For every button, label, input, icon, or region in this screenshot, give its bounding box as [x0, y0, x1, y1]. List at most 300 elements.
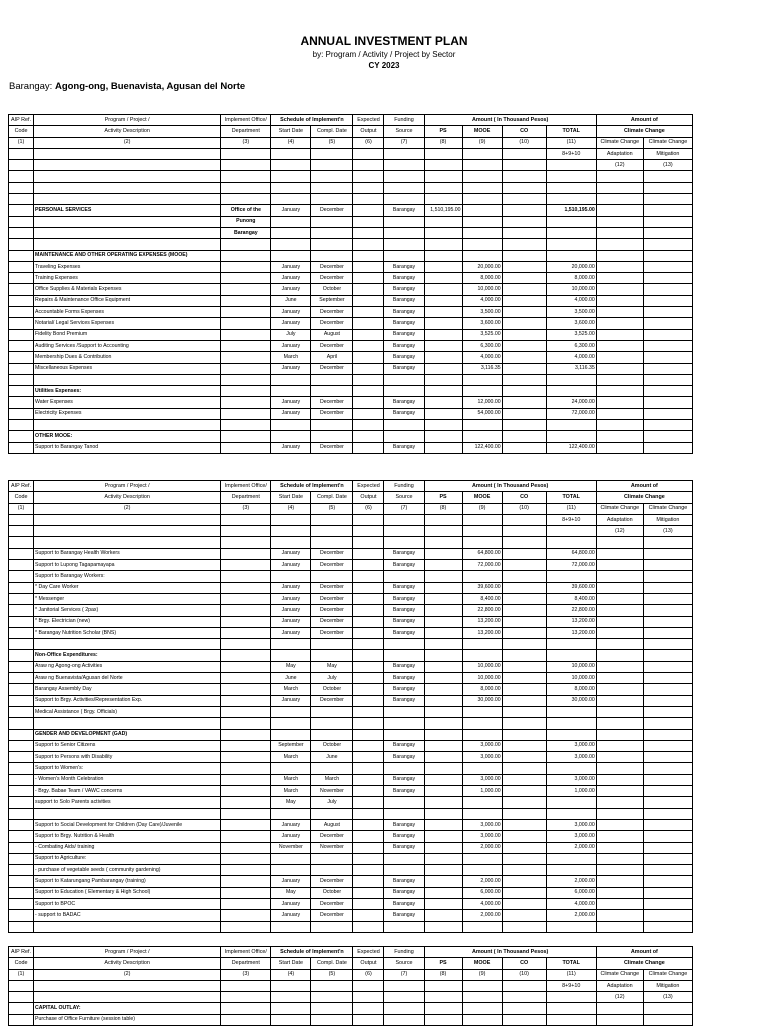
- table-cell: [643, 786, 692, 797]
- table-cell: [643, 205, 692, 216]
- table-cell: [502, 819, 546, 830]
- table-cell: [546, 808, 596, 819]
- table-cell: [502, 616, 546, 627]
- table-cell: [353, 261, 384, 272]
- table-cell: [221, 548, 271, 559]
- funding-source: [384, 763, 424, 774]
- table-cell: [643, 605, 692, 616]
- start-date: January: [271, 616, 311, 627]
- completion-date: [311, 571, 353, 582]
- table-cell: [221, 374, 271, 385]
- section-label: Non-Office Expenditures:: [34, 650, 221, 661]
- funding-source: Barangay: [384, 318, 424, 329]
- col-number: (10): [502, 137, 546, 148]
- table-cell: [502, 980, 546, 991]
- table-cell: [221, 910, 271, 921]
- table-cell: [424, 980, 462, 991]
- table-row: [9, 684, 693, 695]
- table-cell: [596, 831, 643, 842]
- col-number: (3): [221, 969, 271, 980]
- table-cell: [271, 1003, 311, 1014]
- table-cell: [221, 295, 271, 306]
- table-cell: [424, 160, 462, 171]
- table-cell: [596, 695, 643, 706]
- completion-date: August: [311, 819, 353, 830]
- funding-source: Barangay: [384, 295, 424, 306]
- table-cell: [353, 774, 384, 785]
- header-row: [9, 526, 693, 537]
- table-cell: [353, 295, 384, 306]
- table-cell: [353, 684, 384, 695]
- table-cell: [502, 593, 546, 604]
- table-cell: [311, 639, 353, 650]
- table-cell: [9, 431, 34, 442]
- total-amount: 3,116.35: [546, 363, 596, 374]
- table-cell: [596, 898, 643, 909]
- table-cell: [502, 752, 546, 763]
- table-cell: [462, 639, 502, 650]
- table-cell: [353, 273, 384, 284]
- table-cell: [424, 898, 462, 909]
- funding-source: Barangay: [384, 819, 424, 830]
- start-date: January: [271, 876, 311, 887]
- table-cell: [311, 420, 353, 431]
- table-cell: [546, 420, 596, 431]
- mitigation-label: Mitigation: [643, 980, 692, 991]
- table-row: [9, 819, 693, 830]
- table-cell: [596, 397, 643, 408]
- table-cell: [424, 718, 462, 729]
- header-row: [9, 126, 693, 137]
- activity-description: - support to BADAC: [34, 910, 221, 921]
- table-cell: [462, 921, 502, 932]
- col-header-compl: Compl. Date: [311, 492, 353, 503]
- adaptation-label: Adaptation: [596, 514, 643, 525]
- table-cell: [9, 205, 34, 216]
- table-cell: [643, 887, 692, 898]
- table-cell: [502, 363, 546, 374]
- table-cell: [9, 639, 34, 650]
- mooe-amount: 3,000.00: [462, 831, 502, 842]
- table-cell: [596, 582, 643, 593]
- table-cell: [221, 831, 271, 842]
- table-cell: [424, 763, 462, 774]
- table-cell: [502, 729, 546, 740]
- table-cell: [502, 865, 546, 876]
- table-cell: [643, 442, 692, 453]
- total-amount: 13,200.00: [546, 627, 596, 638]
- col-header-start: Start Date: [271, 126, 311, 137]
- table-cell: [424, 819, 462, 830]
- table-cell: [424, 831, 462, 842]
- section-label: PERSONAL SERVICES: [34, 205, 221, 216]
- activity-description: Support to Brgy. Nutrition & Health: [34, 831, 221, 842]
- col-header-mooe: MOOE: [462, 958, 502, 969]
- blank-row: [9, 182, 693, 193]
- table-cell: [34, 160, 221, 171]
- table-row: [9, 853, 693, 864]
- table-cell: [502, 887, 546, 898]
- table-cell: [502, 786, 546, 797]
- completion-date: December: [311, 442, 353, 453]
- col-header-activity: Activity Description: [34, 492, 221, 503]
- activity-description: * Janitorial Services ( 2pax): [34, 605, 221, 616]
- table-cell: [596, 842, 643, 853]
- total-amount: [546, 571, 596, 582]
- col-number: (13): [643, 160, 692, 171]
- table-cell: [221, 148, 271, 159]
- table-cell: [643, 227, 692, 238]
- table-cell: [353, 661, 384, 672]
- table-cell: [596, 853, 643, 864]
- activity-description: Purchase of Office Furniture (session table): [34, 1014, 221, 1025]
- total-amount: 122,400.00: [546, 442, 596, 453]
- funding-source: [384, 571, 424, 582]
- table-cell: [384, 250, 424, 261]
- start-date: May: [271, 797, 311, 808]
- table-cell: [221, 593, 271, 604]
- table-cell: [9, 831, 34, 842]
- activity-description: Electricity Expenses: [34, 408, 221, 419]
- table-cell: [424, 673, 462, 684]
- table-cell: [643, 831, 692, 842]
- activity-description: - Brgy. Babae Team / VAWC concerns: [34, 786, 221, 797]
- table-cell: [221, 808, 271, 819]
- table-cell: [221, 706, 271, 717]
- table-cell: [424, 182, 462, 193]
- table-cell: [353, 695, 384, 706]
- table-cell: [502, 661, 546, 672]
- table-cell: [643, 673, 692, 684]
- table-cell: [9, 160, 34, 171]
- col-number: (4): [271, 137, 311, 148]
- table-cell: [221, 661, 271, 672]
- table-cell: [9, 420, 34, 431]
- mooe-amount: 3,600.00: [462, 318, 502, 329]
- table-cell: [424, 420, 462, 431]
- table-cell: [384, 729, 424, 740]
- start-date: January: [271, 284, 311, 295]
- table-cell: [502, 194, 546, 205]
- total-amount: 8,400.00: [546, 593, 596, 604]
- col-header-code: Code: [9, 958, 34, 969]
- table-cell: [502, 740, 546, 751]
- activity-description: Araw ng Agong-ong Activities: [34, 661, 221, 672]
- table-cell: [9, 774, 34, 785]
- header-row: [9, 980, 693, 991]
- col-header-source: Source: [384, 492, 424, 503]
- col-header-aip-ref: AIP Ref.: [9, 481, 34, 492]
- table-cell: [221, 352, 271, 363]
- table-cell: [424, 273, 462, 284]
- col-number: (8): [424, 969, 462, 980]
- mooe-amount: 3,000.00: [462, 774, 502, 785]
- table-cell: [353, 627, 384, 638]
- table-cell: [221, 729, 271, 740]
- total-amount: 2,000.00: [546, 876, 596, 887]
- table-cell: [311, 980, 353, 991]
- table-cell: [353, 182, 384, 193]
- table-cell: [643, 921, 692, 932]
- table-cell: [502, 797, 546, 808]
- table-cell: [311, 431, 353, 442]
- table-cell: [546, 537, 596, 548]
- total-formula: 8+9+10: [546, 514, 596, 525]
- table-cell: [596, 786, 643, 797]
- table-cell: [502, 808, 546, 819]
- table-cell: [502, 340, 546, 351]
- table-cell: [311, 182, 353, 193]
- table-cell: [424, 548, 462, 559]
- funding-source: Barangay: [384, 673, 424, 684]
- funding-source: Barangay: [384, 842, 424, 853]
- table-cell: [643, 582, 692, 593]
- table-cell: [596, 340, 643, 351]
- mooe-amount: 122,400.00: [462, 442, 502, 453]
- table-cell: [271, 526, 311, 537]
- table-cell: [424, 887, 462, 898]
- table-cell: [221, 329, 271, 340]
- table-cell: [353, 307, 384, 318]
- table-cell: [9, 763, 34, 774]
- table-cell: [353, 740, 384, 751]
- table-cell: [384, 386, 424, 397]
- start-date: November: [271, 842, 311, 853]
- table-cell: [353, 171, 384, 182]
- col-header-mooe: MOOE: [462, 126, 502, 137]
- col-number: (12): [596, 992, 643, 1003]
- funding-source: Barangay: [384, 273, 424, 284]
- table-row: [9, 571, 693, 582]
- table-cell: [643, 1003, 692, 1014]
- funding-source: Barangay: [384, 261, 424, 272]
- table-cell: [462, 729, 502, 740]
- mooe-amount: [462, 706, 502, 717]
- table-cell: [271, 386, 311, 397]
- table-cell: [424, 593, 462, 604]
- table-cell: [596, 374, 643, 385]
- table-cell: [353, 797, 384, 808]
- completion-date: March: [311, 774, 353, 785]
- completion-date: [311, 865, 353, 876]
- section-row: [9, 650, 693, 661]
- table-cell: [353, 1003, 384, 1014]
- col-number: (5): [311, 969, 353, 980]
- table-cell: [353, 582, 384, 593]
- table-row: [9, 295, 693, 306]
- col-number: (4): [271, 969, 311, 980]
- table-cell: [424, 386, 462, 397]
- table-cell: [596, 865, 643, 876]
- table-cell: [462, 526, 502, 537]
- personal-services-row: [9, 205, 693, 216]
- table-cell: [424, 992, 462, 1003]
- table-cell: [502, 684, 546, 695]
- table-row: [9, 887, 693, 898]
- table-row: [9, 706, 693, 717]
- col-header-office: Implement Office/: [221, 115, 271, 126]
- total-amount: 72,000.00: [546, 560, 596, 571]
- funding-source: Barangay: [384, 397, 424, 408]
- mooe-amount: 13,200.00: [462, 627, 502, 638]
- table-cell: [9, 148, 34, 159]
- completion-date: December: [311, 695, 353, 706]
- table-cell: [9, 740, 34, 751]
- table-cell: [546, 921, 596, 932]
- header-row: [9, 148, 693, 159]
- mooe-amount: 6,000.00: [462, 887, 502, 898]
- table-cell: [311, 227, 353, 238]
- table-cell: [353, 842, 384, 853]
- table-cell: [221, 284, 271, 295]
- table-cell: [643, 548, 692, 559]
- col-number: (1): [9, 137, 34, 148]
- table-cell: [596, 548, 643, 559]
- table-cell: [353, 408, 384, 419]
- col-header-activity: Activity Description: [34, 958, 221, 969]
- table-cell: [643, 431, 692, 442]
- activity-description: Accountable Forms Expenses: [34, 307, 221, 318]
- table-row: [9, 752, 693, 763]
- table-cell: [424, 442, 462, 453]
- table-cell: [9, 352, 34, 363]
- table-cell: [502, 582, 546, 593]
- funding-source: Barangay: [384, 752, 424, 763]
- table-cell: [311, 194, 353, 205]
- mooe-amount: 3,116.35: [462, 363, 502, 374]
- col-header-activity: Activity Description: [34, 126, 221, 137]
- table-cell: [502, 831, 546, 842]
- total-amount: 72,000.00: [546, 408, 596, 419]
- table-cell: [596, 560, 643, 571]
- table-cell: [462, 239, 502, 250]
- table-cell: [546, 431, 596, 442]
- barangay-name: Agong-ong, Buenavista, Agusan del Norte: [54, 81, 246, 92]
- total-amount: 64,800.00: [546, 548, 596, 559]
- mooe-amount: 4,000.00: [462, 352, 502, 363]
- table-cell: [34, 239, 221, 250]
- table-cell: [502, 352, 546, 363]
- table-cell: [424, 910, 462, 921]
- mooe-amount: 39,600.00: [462, 582, 502, 593]
- table-cell: [221, 876, 271, 887]
- table-cell: [384, 650, 424, 661]
- header-row: [9, 514, 693, 525]
- table-cell: [546, 160, 596, 171]
- col-number: (3): [221, 137, 271, 148]
- completion-date: [311, 853, 353, 864]
- header-row: [9, 503, 693, 514]
- table-cell: [502, 408, 546, 419]
- table-cell: [353, 673, 384, 684]
- table-cell: [546, 526, 596, 537]
- table-cell: [643, 397, 692, 408]
- start-date: January: [271, 363, 311, 374]
- table-cell: [384, 537, 424, 548]
- col-number: (12): [596, 160, 643, 171]
- table-cell: [221, 318, 271, 329]
- table-cell: [353, 386, 384, 397]
- adaptation-label: Adaptation: [596, 980, 643, 991]
- table-cell: [546, 194, 596, 205]
- table-cell: [9, 408, 34, 419]
- table-cell: [9, 307, 34, 318]
- table-cell: [9, 808, 34, 819]
- table-cell: [502, 386, 546, 397]
- table-row: [9, 695, 693, 706]
- mooe-amount: 3,000.00: [462, 819, 502, 830]
- barangay-line: [9, 81, 245, 92]
- table-cell: [221, 340, 271, 351]
- total-amount: 6,300.00: [546, 340, 596, 351]
- table-cell: [502, 250, 546, 261]
- mooe-amount: 8,400.00: [462, 593, 502, 604]
- table-cell: [9, 194, 34, 205]
- mitigation-label: Mitigation: [643, 514, 692, 525]
- col-header-mooe: MOOE: [462, 492, 502, 503]
- table-row: [9, 876, 693, 887]
- table-cell: [221, 718, 271, 729]
- col-header-ps: PS: [424, 126, 462, 137]
- col-header-amount: Amount ( In Thousand Pesos): [424, 481, 596, 492]
- table-cell: [424, 571, 462, 582]
- table-row: [9, 605, 693, 616]
- completion-date: October: [311, 684, 353, 695]
- table-cell: [424, 560, 462, 571]
- table-row: [9, 363, 693, 374]
- table-cell: [9, 397, 34, 408]
- table-cell: [546, 171, 596, 182]
- table-cell: [353, 853, 384, 864]
- start-date: January: [271, 340, 311, 351]
- table-cell: [424, 842, 462, 853]
- table-cell: [546, 374, 596, 385]
- funding-source: Barangay: [384, 582, 424, 593]
- funding-source: Barangay: [384, 352, 424, 363]
- table-cell: [502, 526, 546, 537]
- table-cell: [643, 898, 692, 909]
- col-number: (7): [384, 969, 424, 980]
- table-cell: [9, 571, 34, 582]
- funding-source: [384, 797, 424, 808]
- completion-date: December: [311, 397, 353, 408]
- mooe-amount: 13,200.00: [462, 616, 502, 627]
- table-cell: [271, 216, 311, 227]
- col-header-amount: Amount ( In Thousand Pesos): [424, 115, 596, 126]
- table-cell: [502, 284, 546, 295]
- table-cell: [462, 537, 502, 548]
- col-header-department: Department: [221, 958, 271, 969]
- table-cell: [9, 650, 34, 661]
- total-amount: 10,000.00: [546, 661, 596, 672]
- table-cell: [424, 374, 462, 385]
- table-cell: [424, 752, 462, 763]
- total-amount: 4,000.00: [546, 295, 596, 306]
- table-cell: [311, 537, 353, 548]
- table-cell: [311, 650, 353, 661]
- table-cell: [502, 695, 546, 706]
- table-cell: [9, 673, 34, 684]
- funding-source: Barangay: [384, 786, 424, 797]
- table-cell: [502, 605, 546, 616]
- table-cell: [596, 797, 643, 808]
- table-cell: [424, 227, 462, 238]
- table-cell: [311, 1003, 353, 1014]
- table-cell: [643, 261, 692, 272]
- table-cell: [271, 182, 311, 193]
- funding-source: Barangay: [384, 548, 424, 559]
- table-row: [9, 582, 693, 593]
